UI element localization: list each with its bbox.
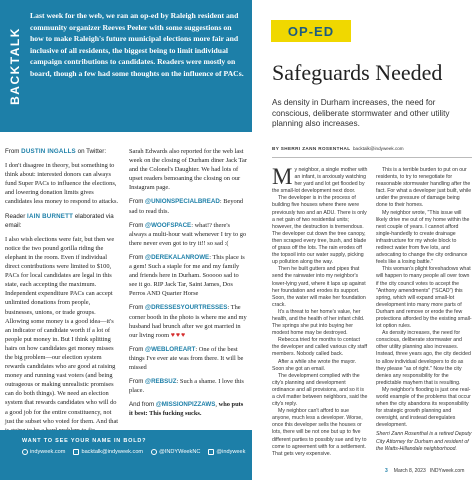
backtalk-tab bbox=[4, 10, 26, 122]
divider bbox=[272, 157, 472, 158]
page-folio: 3 March 8, 2023 INDYweek.com bbox=[385, 468, 465, 474]
comment: From @REBSUZ: Such a shame. I love this place. bbox=[129, 378, 244, 395]
oped-section bbox=[255, 0, 472, 480]
article-paragraph: Then he built gutters and pipes that send the rainwater into my neighbor's lower-lying yard, where it laps up against her foundation and erodes its support. Soon, the water will make her foundation crack. bbox=[272, 266, 366, 308]
article-paragraph: My neighbor wrote, "This issue will likely drive me out of my home within the next couple of years. I cannot afford single-handedly to create drainage infrastructure for my whole block to redirect water from five lots, and advocating to change the city ordinance feels like a losing battle." bbox=[376, 209, 470, 266]
article-body bbox=[272, 164, 472, 458]
drop-cap: M bbox=[272, 164, 293, 189]
author-tagline: Sherri Zann Rosenthal is a retired Deputy City Attorney for Durham and resident of the Watts-Hillandale neighborhood. bbox=[376, 431, 472, 452]
comment: From @WOOFSPACE: what!? there's always a multi-hour wait whenever I try to go there never even got to try it!! so sad :( bbox=[129, 221, 247, 247]
article-deck: As density in Durham increases, the need for conscious, deliberate stormwater and other utility planning also increases. bbox=[272, 98, 450, 129]
backtalk-header bbox=[0, 0, 252, 132]
article-paragraph: Rebecca tried for months to contact the developer and called various city staff members. Nobody called back. bbox=[272, 337, 368, 358]
footer-email-link[interactable]: backtalk@indyweek.com bbox=[73, 449, 143, 455]
globe-icon bbox=[22, 449, 28, 455]
section-tag: OP-ED bbox=[271, 20, 351, 42]
letters-column-right bbox=[129, 147, 247, 423]
comment: From @WEBLOREART: One of the best things I've ever ate was from there. It will be missed bbox=[129, 345, 244, 371]
letters-column-left bbox=[5, 147, 120, 440]
article-column-2 bbox=[376, 167, 472, 458]
backtalk-intro: Last week for the web, we ran an op-ed by Raleigh resident and community organizer Reeves Peeler with some suggestions on how to make Raleigh's future municipal elections more fair and inclusive of all residents, the biggest being to limit individual campaign contributions to candidates. Readers were mostly on board, though a few had some thoughts on the influence of PACs. bbox=[30, 11, 244, 78]
article-column-1 bbox=[272, 164, 368, 458]
article-paragraph: As density increases, the need for conscious, deliberate stormwater and other utility planning also increases. Instead, three years ago, the city decided to allow individual developers to do as they please "as of right." Now the city denies any responsibility for the predictable mayhem that is resulting. bbox=[376, 330, 471, 386]
article-paragraph: After a while she wrote the mayor. Soon she got an email. bbox=[272, 358, 357, 372]
article-paragraph: My neighbor, a single mother with an infant, is anxiously watching her yard and lot get flooded by the small-lot development next door. bbox=[272, 164, 368, 195]
article-paragraph: This woman's plight foreshadows what will happen to many people all over town if the city council votes to accept the "Anthony amendments" ("SCAD") this spring, which will expand small-lot development into many more parts of Durham and remove or erode the few protections afforded by the existing small-lot option rules. bbox=[376, 266, 472, 330]
instagram-icon bbox=[208, 449, 214, 455]
letter-attribution: From DUSTIN INGALLS on Twitter: bbox=[5, 148, 107, 155]
letter-text: I don't disagree in theory, but something to think about: interested donors can always fund Super PACs to influence the elections, and lowering donation limits gives candidates less money to respond to attacks. bbox=[5, 162, 119, 206]
footer-twitter-link[interactable]: @INDYWeekNC bbox=[151, 449, 200, 455]
footer-instagram-link[interactable]: @indyweek bbox=[208, 449, 245, 455]
backtalk-footer bbox=[0, 430, 252, 480]
letter-attribution: Reader IAIN BURNETT elaborated via email: bbox=[5, 212, 114, 229]
letter-text: I also wish elections were fair, but then we notice the two pound gorilla riding the elephant in the room. Even if individual direct contributions were limited to $100, PACs for local candidates are legal in this state, each accepting the maximum. Independent expenditure PACs can accept unlimited donations from people, businesses, unions, or trade groups. Allowing some money is a good idea—it's an indicator of candidate worth if a lot of people put money in. But I think splitting hairs on how candidates get money misses the big problem—our election system rewards candidates who are good at raising money and running vast voters (and being outrageous or making unrealistic promises can do both things). We need an election system that rewards candidates who will do a good job for the entire constituency, not just the subset who voted for them. And that bbox=[5, 235, 119, 425]
heart-icon: ♥♥♥ bbox=[170, 330, 187, 339]
comment: From @DRESSESYOURTRESSES: The corner booth in the photo is where me and my husband had brunch after we got married in our living room ♥♥♥ bbox=[129, 304, 247, 339]
article-paragraph: This is a terrible burden to put on our residents, to try to renegotiate for reasonable stormwater handling after the fact. For what a developer just built, while under the pressure of damage being done to their homes. bbox=[376, 167, 472, 209]
footer-site-link[interactable]: indyweek.com bbox=[22, 449, 65, 455]
backtalk-label: BACKTALK bbox=[8, 27, 22, 105]
article-paragraph: It's a threat to her home's value, her health, and the health of her infant child. The springs she put into buying her modest home may be destroyed. bbox=[272, 308, 365, 337]
letter-text: Sarah Edwards also reported for the web last week on the closing of Durham diner Jack Tar and the Colonel's Daughter. We had lots of upset readers bemoaning the closing on our Instagram page. bbox=[129, 148, 247, 192]
article-paragraph: The development complied with the city's planning and development ordinance and all provisions, and so it is a civil matter between neighbors, said the city's reply. bbox=[272, 372, 368, 408]
page-number: 3 bbox=[385, 468, 388, 474]
article-paragraph: The developer is in the process of building five houses where there were previously two and an ADU. There is only a net gain of two residential units; however, the destruction is tremendous. The developer cut down the tree canopy, then scraped every tree, bush, and blade of grass off the lots. The rain erodes off the topsoil into our water supply, picking up pollution along the way. bbox=[272, 195, 367, 266]
comment: And from @MISSIONPIZZAWS, who puts it best: This fucking sucks. bbox=[129, 401, 244, 418]
comment: From @UNIONSPECIALBREAD: Beyond sad to read this. bbox=[129, 198, 244, 215]
comment: From @DEREKALANROWE: This place is a gem! Such a staple for me and my family and friends here in Durham. Sooooo sad to see it go. RIP Jack Tar, Saint James, Dos Perros AND Quarter Horse bbox=[129, 253, 245, 298]
footer-links bbox=[22, 449, 245, 455]
article-headline: Safeguards Needed bbox=[272, 60, 443, 85]
mail-icon bbox=[73, 449, 79, 455]
twitter-icon bbox=[151, 449, 157, 455]
byline-email[interactable]: backtalk@indyweek.com bbox=[353, 146, 404, 151]
article-paragraph: My neighbor can't afford to sue anyone, much less a developer. Worse, once this developer sells the houses or lots, there will be not one but up to five different parties to possibly sue and try to come to agreement with for a settlement. That gets very expensive. bbox=[272, 408, 367, 457]
footer-title: WANT TO SEE YOUR NAME IN BOLD? bbox=[22, 438, 147, 444]
article-paragraph: My neighbor's flooding is just one real-world example of the problems that occur when the city abandons its responsibility for strategic growth planning and oversight, and instead deregulates development. bbox=[376, 386, 471, 429]
article-byline: BY SHERRI ZANN ROSENTHAL backtalk@indyweek.com bbox=[272, 146, 404, 151]
